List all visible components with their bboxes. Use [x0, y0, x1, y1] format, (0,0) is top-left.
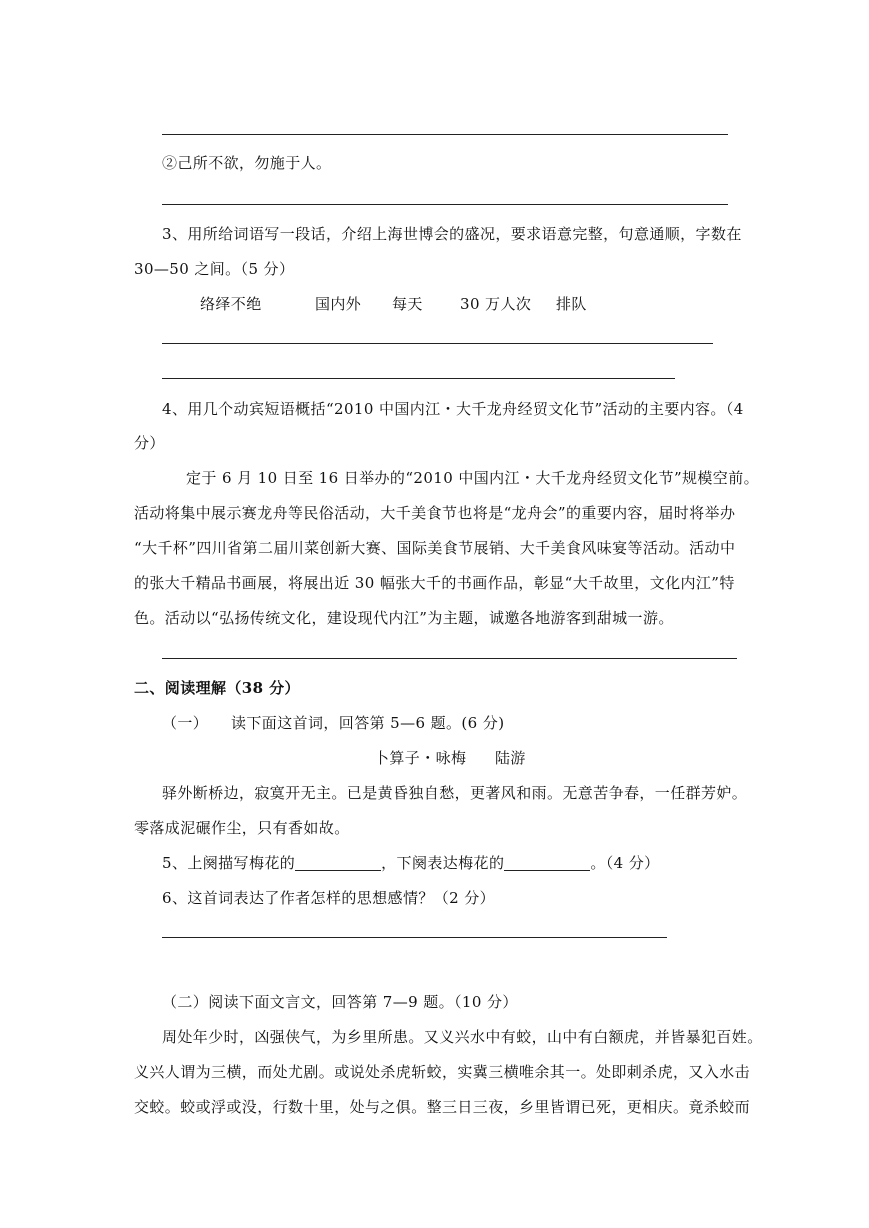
q5-part-a: 5、上阕描写梅花的 — [162, 854, 296, 872]
q4-prompt-line2: 分） — [134, 434, 165, 452]
part2-passage-line: 交蛟。蛟或浮或没，行数十里，处与之俱。整三日三夜，乡里皆谓已死，更相庆。竟杀蛟而 — [134, 1098, 751, 1116]
answer-line-1[interactable] — [162, 134, 728, 135]
q4-passage-line: “大千杯”四川省第二届川菜创新大赛、国际美食节展销、大千美食风味宴等活动。活动中 — [134, 539, 736, 557]
q3-prompt-line1: 3、用所给词语写一段话，介绍上海世博会的盛况，要求语意完整，句意通顺，字数在 — [162, 225, 742, 243]
answer-line-2[interactable] — [162, 204, 728, 205]
q4-passage-line: 色。活动以“弘扬传统文化，建设现代内江”为主题，诚邀各地游客到甜城一游。 — [134, 609, 674, 627]
q5-part-c: 。（4 分） — [590, 854, 660, 872]
q3-word: 30 万人次 — [460, 295, 532, 313]
poem-line: 驿外断桥边，寂寞开无主。已是黄昏独自愁，更著风和雨。无意苦争春，一任群芳妒。 — [162, 784, 748, 802]
q5-part-b: ，下阕表达梅花的 — [381, 854, 505, 872]
section-heading: 二、阅读理解（38 分） — [134, 679, 300, 697]
q4-passage-line: 定于 6 月 10 日至 16 日举办的“2010 中国内江・大千龙舟经贸文化节”规模空前。 — [186, 469, 760, 487]
part2-passage-line: 周处年少时，凶强侠气，为乡里所患。又义兴水中有蛟，山中有白额虎，并皆暴犯百姓。 — [162, 1028, 763, 1046]
poem-author: 陆游 — [495, 749, 526, 767]
poem-line: 零落成泥碾作尘，只有香如故。 — [134, 819, 350, 837]
q4-passage-line: 的张大千精品书画展，将展出近 30 幅张大千的书画作品，彰显“大千故里，文化内江”特 — [134, 574, 735, 592]
q2-item2: ②己所不欲，勿施于人。 — [162, 154, 332, 172]
part2-passage-line: 义兴人谓为三横，而处尤剧。或说处杀虎斩蛟，实冀三横唯余其一。处即刺杀虎，又入水击 — [134, 1063, 751, 1081]
poem-title: 卜算子・咏梅 — [374, 749, 467, 767]
q5 — [162, 853, 660, 873]
q3-word: 每天 — [392, 295, 423, 313]
part1-label: （一） — [162, 714, 209, 732]
q5-blank-1[interactable] — [295, 854, 381, 871]
q4-passage-line: 活动将集中展示赛龙舟等民俗活动，大千美食节也将是“龙舟会”的重要内容，届时将举办 — [134, 504, 736, 522]
part2-instruction: （二）阅读下面文言文，回答第 7—9 题。（10 分） — [162, 993, 518, 1011]
q3-word: 国内外 — [315, 295, 362, 313]
q3-word: 排队 — [556, 295, 587, 313]
answer-line-6[interactable] — [162, 937, 667, 938]
q5-blank-2[interactable] — [504, 854, 590, 871]
q4-prompt-line1: 4、用几个动宾短语概括“2010 中国内江・大千龙舟经贸文化节”活动的主要内容。（4 — [162, 400, 744, 418]
q6: 6、这首词表达了作者怎样的思想感情？（2 分） — [162, 889, 496, 907]
answer-line-3[interactable] — [162, 343, 713, 344]
q3-word: 络绎不绝 — [200, 295, 262, 313]
answer-line-4[interactable] — [162, 378, 675, 379]
q3-prompt-line2: 30—50 之间。（5 分） — [134, 260, 295, 278]
part1-instruction: 读下面这首词，回答第 5—6 题。(6 分) — [231, 714, 505, 732]
answer-line-5[interactable] — [162, 658, 737, 659]
